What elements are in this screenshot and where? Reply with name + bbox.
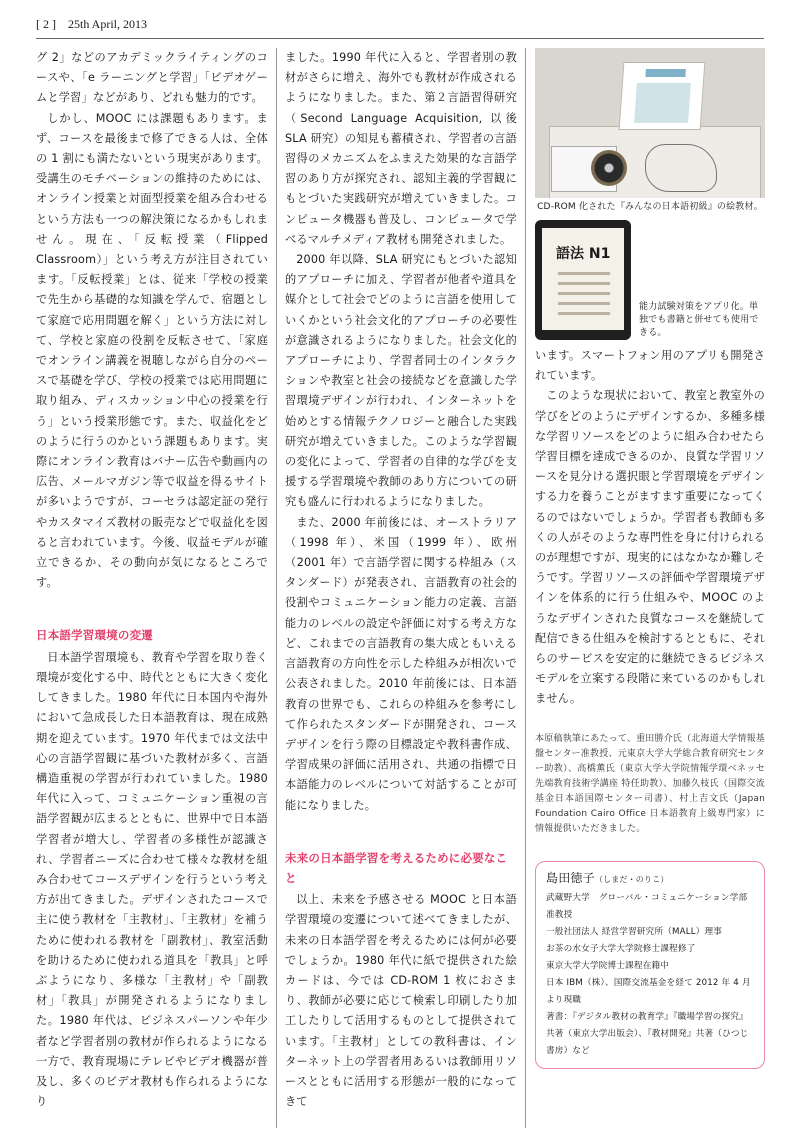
box-lid-illustration	[619, 62, 706, 130]
acknowledgements: 本原稿執筆にあたって、重田勝介氏（北海道大学情報基盤センター准教授、元東京大学大学総合教育研究センター助教）、高橋薫氏（東京大学大学院情報学環ベネッセ先端教育技術学講座 特任助教）、加藤久枝氏（国際交流基金日本語国際センター司書）、村上吉文氏（Japan Foundation Cairo Office 日本語教育上級専門家）に情報提供いただきました。	[535, 733, 765, 834]
bio-line: お茶の水女子大学大学院修士課程修了	[546, 943, 696, 954]
column-2	[285, 48, 517, 1112]
bio-line: 准教授	[546, 909, 573, 920]
bio-line: 著書：『デジタル教材の教育学』『職場学習の探究』	[546, 1011, 748, 1022]
paragraph: ました。1990 年代に入ると、学習者別の教材がさらに増え、海外でも教材が作成されるようになりました。また、第２言語習得研究（Second Language Acquisition, 以後 SLA 研究）の知見も蓄積され、学習者の言語習得のメカニズムをふまえた効果的な言語学習のあり方が探究され、認知主義的学習観にもとづいた実践研究が増えていきました。コンピュータ機器も普及し、コンピュータで学べるマルチメディア教材も開発されました。	[285, 51, 517, 246]
tablet-photo	[535, 220, 631, 340]
paragraph: 以上、未来を予感させる MOOC と日本語学習環境の変遷について述べてきましたが、未来の日本語学習を考えるためには何が必要でしょうか。1980 年代に紙で提供された絵カードは、今では CD-ROM 1 枚におさまり、教師が必要に応じて検索し印刷したり加工したりして活用するものとして提供されています。「主教材」としての教科書は、インターネット上の学習者用あるいは教師用リソースとともに活用する形態が一般的になってきて	[285, 893, 517, 1109]
author-name-line	[546, 870, 754, 888]
paragraph: また、2000 年前後には、オーストラリア（1998 年）、米国（1999 年）、欧州（2001 年）で言語学習に関する枠組み（スタンダード）が発表され、言語教育の社会的役割やコミュニケーション能力の定義、言語能力のレベルの設定や評価に対する考え方など、これまでの言語教育の集大成ともいえる言語教育の方向性を示した枠組みが相次いで公表されました。2010 年前後には、日本語教育の世界でも、これらの枠組みを参考にして作られたスタンダードが開発され、コースデザインを行う際の目標設定や教科書作成、学習成果の評価に活用され、共通の指標で日本語能力のレベルについて対話することが可能になりました。	[285, 515, 517, 812]
tablet-screen	[542, 228, 624, 330]
column-divider	[525, 48, 526, 1128]
cd-disc-icon	[591, 150, 627, 186]
paragraph: このような現状において、教室と教室外の学びをどのようにデザインするか、多種多様な学習リソースをどのように組み合わせたら学習目標を達成できるのか、良質な学習リソースを見分ける選択眼と学習環境をデザインする力を養うことがますます重要になってくるのではないでしょうか。学習者も教師も多くの人がそのような専門性を身に付けられるのが理想ですが、現実的にはなかなか難しそうです。学習リソースの評価や学習環境デザインを体系的に行う仕組みや、MOOC のようなデザインされた良質なコースを継続して配信できる仕組みを検討するとともに、それらのサービスを安定的に継続できるビジネスモデルを立案する段階に来ているのかもしれません。	[535, 389, 765, 706]
bio-line: より現職	[546, 994, 582, 1005]
photo-cdrom-box	[535, 48, 765, 198]
paragraph: しかし、MOOC には課題もあります。まず、コースを最後まで修了できる人は、全体の 1 割にも満たないという現実があります。受講生のモチベーションの維持のためには、オンライン授業と対面型授業を組み合わせるという方法も一つの解決策になるかもしれません。現在、「反転授業（Flipped Classroom）」という考え方が注目されています。「反転授業」とは、従来「学校の授業で先生から基礎的な知識を学んで、宿題として家庭で応用問題を解く」という方法に対して、学校と家庭の役割を反転させて、「家庭でオンライン講義を視聴しながら自分のペースで基礎を学び、学校の授業では応用問題に取り組み、ディスカッション中心の授業を行う」という授業形態です。また、収益化をどのように行うのかという課題もあります。実際にオンライン教育はバナー広告や動画内の広告、メールマガジン等で収益を得るサイトが多いようですが、コーセラは認定証の発行やカスタマイズ教材の販売などで収益化を図ると言われています。今後、収益モデルが確立できるか、その動向が気になるところです。	[36, 111, 268, 590]
bio-line: 一般社団法人 経営学習研究所（MALL）理事	[546, 926, 723, 937]
author-bio-box	[535, 861, 765, 1069]
character-sketch-illustration	[645, 144, 717, 192]
bio-line: 共著（東京大学出版会）、『教材開発』共著（ひつじ	[546, 1028, 749, 1039]
paragraph: 日本語学習環境も、教育や学習を取り巻く環境が変化する中、時代とともに大きく変化してきました。1980 年代に日本国内や海外において急成長した日本語教育は、現在成熟期を迎えています。1970 年代までは文法中心の言語学習観に基づいた教材が多く、言語構造重視の学習が行われていました。1980 年代に入って、コミュニケーション重視の言語学習観が広まるとともに、世界中で日本語学習者が増大し、学習者の多様性が認識され、学習者ニーズに合わせて様々な教材を組み合わせてコースデザインを行うという考え方が出てきました。デザインされたコースで主に使う教材を「主教材」、「主教材」を補うために使われる教材を「副教材」、教室活動を助けるために使われる道具を「教具」と呼ぶようになり、多様な「主教材」や「副教材」「教具」が開発されるようになりました。1980 年代は、ビジネスパーソンや年少者など学習者別の教材が作られるようになる一方で、教育現場にテレビやビデオ機器が普及し、多くのビデオ教材も作られるようになり	[36, 650, 268, 1109]
issue-date: 25th April, 2013	[68, 17, 148, 31]
author-name: 島田徳子	[546, 870, 595, 885]
figure-caption: CD-ROM 化された『みんなの日本語初級』の絵教材。	[537, 202, 763, 212]
bio-line: 武蔵野大学 グローバル・コミュニケーション学部	[546, 892, 748, 903]
tablet-app-title: 語法 N1	[556, 246, 611, 262]
author-name-reading: （しまだ・のりこ）	[594, 874, 669, 884]
bio-line: 東京大学大学院博士課程在籍中	[546, 960, 670, 971]
paragraph: 2000 年以降、SLA 研究にもとづいた認知的アプローチに加え、学習者が他者や道具を媒介として社会でどのように言語を使用していくかという社会文化的アプローチの必要性が意識されるようになりました。社会文化的アプローチにより、学習者同士のインタラクションや教室と社会の接続などを意識した学習環境デザインが行われ、インターネットを始めとする情報テクノロジーと融合した実践研究が増えていきました。このような学習観の変化によって、学習者の自律的な学びを支援する学習環境や教師のあり方についての研究も盛んに行われるようになりました。	[285, 253, 517, 509]
section-heading: 未来の日本語学習を考えるために必要なこと	[285, 850, 508, 885]
column-3	[535, 48, 765, 1069]
figure-caption: 能力試験対策をアプリ化。単独でも書籍と併せても使用できる。	[639, 302, 759, 338]
page-number: [ 2 ]	[36, 17, 56, 31]
tablet-figure	[535, 220, 765, 340]
bio-line: 日本 IBM（株）、国際交流基金を経て 2012 年 4 月	[546, 977, 751, 988]
page-header	[36, 14, 764, 39]
bio-line: 書房）など	[546, 1045, 590, 1056]
column-1	[36, 48, 268, 1112]
section-heading: 日本語学習環境の変遷	[36, 628, 153, 643]
paragraph: グ 2」などのアカデミックライティングのコースや、「e ラーニングと学習」「ビデオゲームと学習」などがあり、どれも魅力的です。	[36, 51, 268, 105]
column-divider	[276, 48, 277, 1128]
paragraph: います。スマートフォン用のアプリも開発されています。	[535, 349, 765, 383]
